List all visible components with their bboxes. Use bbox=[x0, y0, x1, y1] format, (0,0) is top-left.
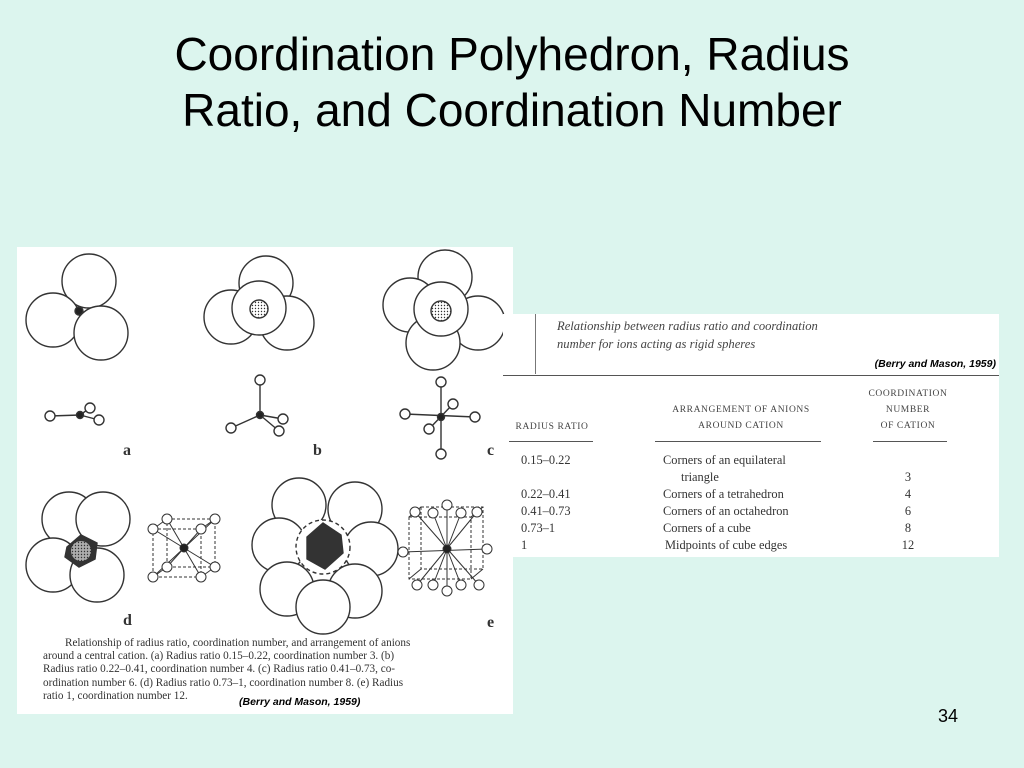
table-cell-ratio: 0.22–0.41 bbox=[521, 487, 571, 501]
header-rule bbox=[509, 441, 593, 442]
coordination-figure bbox=[17, 247, 513, 714]
diagram-label-d: d bbox=[123, 612, 132, 629]
table-cell-arrangement: Corners of a tetrahedron bbox=[663, 487, 784, 501]
table-cell-ratio: 0.41–0.73 bbox=[521, 504, 571, 518]
caption-line: Relationship of radius ratio, coordination number, and arrangement of anions bbox=[65, 637, 411, 649]
table-cell-ratio: 0.15–0.22 bbox=[521, 453, 571, 467]
figure-caption bbox=[43, 637, 505, 703]
table-cell-ratio: 0.73–1 bbox=[521, 521, 556, 535]
table-cell-arrangement: Corners of a cube bbox=[663, 521, 751, 535]
table-cell-ratio: 1 bbox=[521, 538, 528, 552]
table-cell-cn: 6 bbox=[904, 504, 912, 518]
slide-title-line-1: Coordination Polyhedron, Radius bbox=[174, 28, 850, 80]
header-rule bbox=[655, 441, 821, 442]
diagram-c-ball-stick bbox=[400, 377, 480, 459]
table-cell-arrangement: triangle bbox=[681, 470, 719, 484]
diagram-e-cube bbox=[398, 500, 492, 596]
caption-line: Radius ratio 0.22–0.41, coordination number 4. (c) Radius ratio 0.41–0.73, co- bbox=[43, 663, 396, 676]
table-rule bbox=[503, 375, 999, 376]
diagram-c-spheres bbox=[383, 250, 505, 370]
table-cell-cn: 3 bbox=[904, 470, 912, 484]
header-radius-ratio: RADIUS RATIO bbox=[515, 422, 589, 432]
table-title bbox=[557, 317, 977, 353]
caption-line: around a central cation. (a) Radius ratio 0.15–0.22, coordination number 3. (b) bbox=[43, 650, 395, 663]
header-arrangement-line-1: ARRANGEMENT OF ANIONS bbox=[672, 405, 810, 415]
diagram-d-spheres bbox=[26, 492, 130, 602]
slide-title-line-2: Ratio, and Coordination Number bbox=[182, 84, 842, 136]
diagram-a-ball-stick bbox=[45, 403, 104, 425]
diagram-label-e: e bbox=[487, 614, 495, 631]
diagram-a-spheres bbox=[26, 254, 128, 360]
radius-ratio-table bbox=[503, 314, 999, 557]
table-cell-arrangement: Corners of an octahedron bbox=[663, 504, 789, 518]
caption-line: ordination number 6. (d) Radius ratio 0.73–1, coordination number 8. (e) Radius bbox=[43, 676, 404, 689]
table-credit: (Berry and Mason, 1959) bbox=[874, 358, 996, 370]
diagram-b-ball-stick bbox=[226, 375, 288, 436]
diagram-label-b: b bbox=[313, 442, 322, 459]
table-title-line-2: number for ions acting as rigid spheres bbox=[557, 337, 756, 351]
header-arrangement-line-2: AROUND CATION bbox=[698, 421, 784, 431]
header-cn-line-1: COORDINATION bbox=[868, 389, 948, 399]
figure-credit: (Berry and Mason, 1959) bbox=[239, 696, 361, 708]
table-cell-cn: 12 bbox=[901, 538, 915, 552]
table-cell-cn: 8 bbox=[904, 521, 912, 535]
table-cell-arrangement: Midpoints of cube edges bbox=[665, 538, 788, 552]
header-coordination-number bbox=[853, 386, 963, 434]
table-divider bbox=[535, 314, 536, 374]
diagram-label-a: a bbox=[123, 442, 131, 459]
header-arrangement bbox=[653, 402, 829, 434]
table-cell-arrangement: Corners of an equilateral bbox=[663, 453, 786, 467]
header-cn-line-3: OF CATION bbox=[880, 421, 936, 431]
coordination-diagrams bbox=[17, 247, 513, 637]
caption-line: ratio 1, coordination number 12. bbox=[43, 689, 188, 702]
header-rule bbox=[873, 441, 947, 442]
header-cn-line-2: NUMBER bbox=[885, 405, 931, 415]
slide-title bbox=[0, 26, 1024, 138]
page-number: 34 bbox=[938, 706, 959, 726]
table-cell-cn: 4 bbox=[904, 487, 912, 501]
table-title-line-1: Relationship between radius ratio and coordination bbox=[557, 319, 818, 333]
diagram-e-spheres bbox=[252, 478, 398, 634]
diagram-d-cube bbox=[148, 514, 220, 582]
diagram-label-c: c bbox=[487, 442, 495, 459]
diagram-b-spheres bbox=[204, 256, 314, 350]
